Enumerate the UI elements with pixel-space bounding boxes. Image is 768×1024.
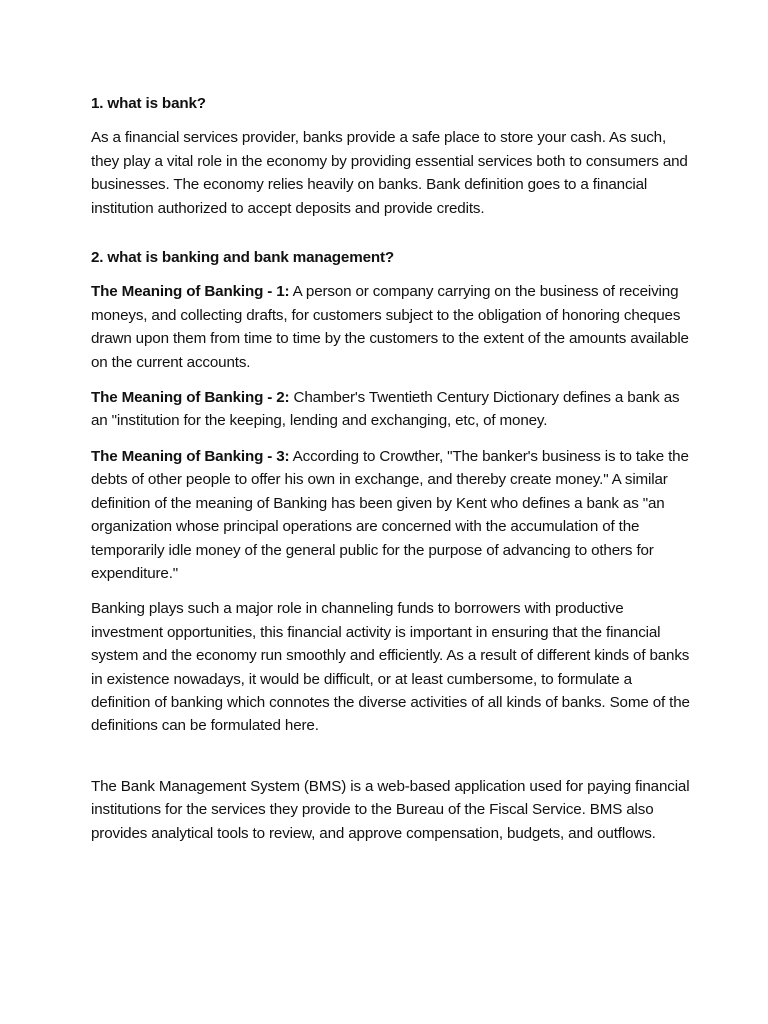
document-page — [91, 92, 691, 845]
meaning-2-label: The Meaning of Banking - 2: — [91, 389, 290, 407]
meaning-2-text: Chamber's Twentieth Century Dictionary defines a bank as an "institution for the keeping, lending and exchanging, etc, of money. — [91, 389, 680, 430]
banking-role-paragraph: Banking plays such a major role in channeling funds to borrowers with productive investment opportunities, this financial activity is important in ensuring that the financial system and the economy run smoothly and efficiently. As a result of different kinds of banks in existence nowadays, it would be difficult, or at least cumbersome, to formulate a definition of banking which connotes the diverse activities of all kinds of banks. Some of the definitions can be formulated here. — [91, 600, 690, 735]
meaning-1-paragraph — [91, 280, 691, 374]
meaning-3-paragraph — [91, 445, 691, 585]
meaning-2-paragraph — [91, 386, 691, 433]
meaning-3-label: The Meaning of Banking - 3: — [91, 447, 290, 465]
bms-paragraph: The Bank Management System (BMS) is a web-based application used for paying financial institutions for the services they provide to the Bureau of the Fiscal Service. BMS also provides analytical tools to review, and approve compensation, budgets, and outflows. — [91, 777, 690, 842]
question-2-heading: 2. what is banking and bank management? — [91, 249, 395, 267]
meaning-3-text: According to Crowther, "The banker's business is to take the debts of other people to offer his own in exchange, and thereby create money." A similar definition of the meaning of Banking has been given by Kent who defines a bank as "an organization whose principal operations are concerned with the accumulation of the temporarily idle money of the general public for the purpose of advancing to others for expenditure." — [91, 447, 689, 582]
meaning-1-text: A person or company carrying on the business of receiving moneys, and collecting drafts, for customers subject to the obligation of honoring cheques drawn upon them from time to time by the customers to the extent of the amounts available on the current accounts. — [91, 283, 689, 371]
bank-definition-paragraph: As a financial services provider, banks provide a safe place to store your cash. As such, they play a vital role in the economy by providing essential services both to consumers and businesses. The economy relies heavily on banks. Bank definition goes to a financial institution authorized to accept deposits and provide credits. — [91, 129, 688, 217]
question-1-heading: 1. what is bank? — [91, 95, 206, 112]
meaning-1-label: The Meaning of Banking - 1: — [91, 283, 290, 301]
